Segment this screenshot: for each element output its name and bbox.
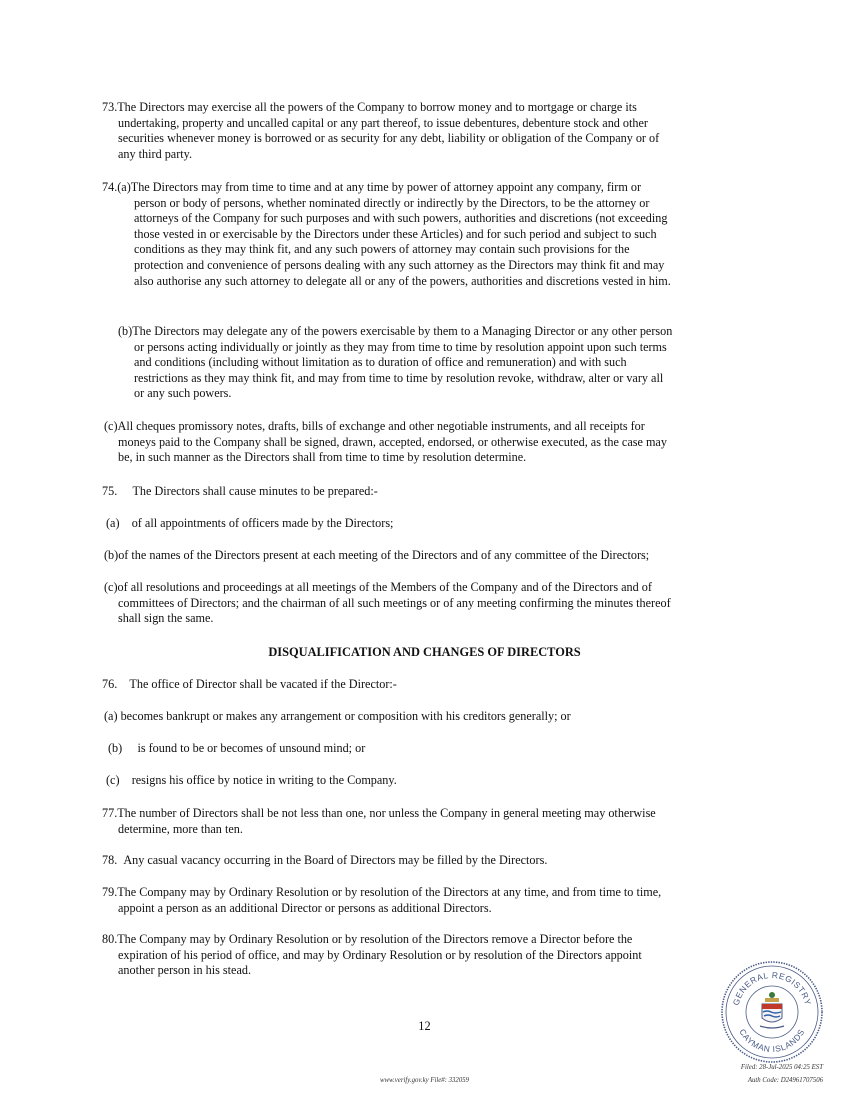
- article-75c-line: (c)of all resolutions and proceedings at all meetings of the Members of the Company and of the Directors and of: [104, 580, 652, 594]
- auth-code: Auth Code: D24961707506: [747, 1077, 823, 1084]
- article-74b-line: (b)The Directors may delegate any of the powers exercisable by them to a Managing Director or any other person: [118, 324, 673, 338]
- article-74b-line: and conditions (including without limitation as to duration of office and remuneration) and with such: [134, 355, 627, 370]
- coat-of-arms-icon: [760, 992, 784, 1028]
- article-76c-text: (c) resigns his office by notice in writing to the Company.: [106, 773, 397, 787]
- article-75-text: 75. The Directors shall cause minutes to be prepared:-: [102, 484, 378, 498]
- article-76: [102, 677, 397, 693]
- article-74b-line: restrictions as they may think fit, and may from time to time by resolution revoke, withdraw, alter or vary all: [134, 370, 664, 385]
- article-80-line: expiration of his period of office, and may by Ordinary Resolution or by resolution of the Directors appoint: [118, 947, 642, 962]
- article-74a-line: those vested in or exercisable by the Directors under these Articles) and for such period and subject to such: [134, 226, 657, 241]
- article-73: [102, 100, 659, 162]
- article-74a-line: attorneys of the Company for such purposes and with such powers, authorities and discretions (not exceeding: [134, 211, 668, 226]
- article-74a-line: 74.(a)The Directors may from time to time and at any time by power of attorney appoint any company, firm or: [102, 180, 642, 194]
- article-75a: [106, 516, 393, 532]
- article-79: [102, 885, 661, 916]
- article-76c: [106, 773, 397, 789]
- article-75c-line: committees of Directors; and the chairman of all such meetings or of any meeting confirming the minutes thereof: [118, 595, 671, 610]
- article-73-line: undertaking, property and uncalled capital or any part thereof, to issue debentures, debenture stock and other: [118, 115, 648, 130]
- article-77-line: 77.The number of Directors shall be not less than one, nor unless the Company in general meeting may otherwise: [102, 806, 656, 820]
- article-74b-line: or any such powers.: [134, 386, 232, 401]
- article-76a-text: (a) becomes bankrupt or makes any arrangement or composition with his creditors generally; or: [104, 709, 571, 723]
- article-80-line: another person in his stead.: [118, 963, 252, 978]
- article-76b: [108, 741, 365, 757]
- article-78: [102, 853, 547, 869]
- article-74a-line: conditions as they may think fit, and any such powers of attorney may contain such provisions for the: [134, 242, 630, 257]
- seal-top-text: GENERAL REGISTRY: [730, 969, 814, 1007]
- article-76b-text: (b) is found to be or becomes of unsound mind; or: [108, 741, 366, 755]
- article-75c-line: shall sign the same.: [118, 611, 214, 626]
- article-79-line: 79.The Company may by Ordinary Resolution or by resolution of the Directors at any time, and from time to time,: [102, 885, 662, 899]
- article-77-line: determine, more than ten.: [118, 821, 243, 836]
- registry-seal: [720, 960, 824, 1064]
- article-76-text: 76. The office of Director shall be vacated if the Director:-: [102, 677, 397, 691]
- article-75b: [104, 548, 649, 564]
- article-80: [102, 932, 642, 979]
- article-75a-text: (a) of all appointments of officers made by the Directors;: [106, 516, 394, 530]
- article-74c-line: (c)All cheques promissory notes, drafts, bills of exchange and other negotiable instruments, and all receipts for: [104, 419, 645, 433]
- filed-date: Filed: 28-Jul-2025 04:25 EST: [740, 1064, 823, 1071]
- article-77: [102, 806, 656, 837]
- article-75b-text: (b)of the names of the Directors present at each meeting of the Directors and of any committee of the Directors;: [104, 548, 650, 562]
- article-74a-line: person or body of persons, whether nominated directly or indirectly by the Directors, to be the attorney or: [134, 195, 650, 210]
- page-number: 12: [418, 1019, 431, 1033]
- article-74c: [104, 419, 667, 466]
- article-80-line: 80.The Company may by Ordinary Resolution or by resolution of the Directors remove a Director before the: [102, 932, 633, 946]
- article-73-line: securities whenever money is borrowed or as security for any debt, liability or obligation of the Company or of: [118, 131, 660, 146]
- article-74b-line: or persons acting individually or jointly as they may from time to time by resolution appoint upon such terms: [134, 339, 667, 354]
- article-75: [102, 484, 378, 500]
- article-74a: [102, 180, 671, 289]
- article-74c-line: be, in such manner as the Directors shall from time to time by resolution determine.: [118, 450, 527, 465]
- article-74a-line: also authorise any such attorney to delegate all or any of the powers, authorities and discretions vested in him.: [134, 273, 671, 288]
- article-78-text: 78. Any casual vacancy occurring in the Board of Directors may be filled by the Directors.: [102, 853, 548, 867]
- article-79-line: appoint a person as an additional Director or persons as additional Directors.: [118, 900, 492, 915]
- article-73-line: 73.The Directors may exercise all the powers of the Company to borrow money and to mortgage or charge its: [102, 100, 637, 114]
- article-74c-line: moneys paid to the Company shall be signed, drawn, accepted, endorsed, or otherwise executed, as the case may: [118, 434, 667, 449]
- article-75c: [104, 580, 671, 627]
- article-76a: [104, 709, 571, 725]
- article-74a-line: protection and convenience of persons dealing with any such attorney as the Directors may think fit and may: [134, 257, 665, 272]
- article-74b: [118, 324, 672, 402]
- section-heading: DISQUALIFICATION AND CHANGES OF DIRECTORS: [268, 645, 581, 659]
- seal-bottom-text: CAYMAN ISLANDS: [737, 1027, 807, 1055]
- verify-footer: www.verify.gov.ky File#: 332059: [379, 1077, 470, 1084]
- article-73-line: any third party.: [118, 146, 193, 161]
